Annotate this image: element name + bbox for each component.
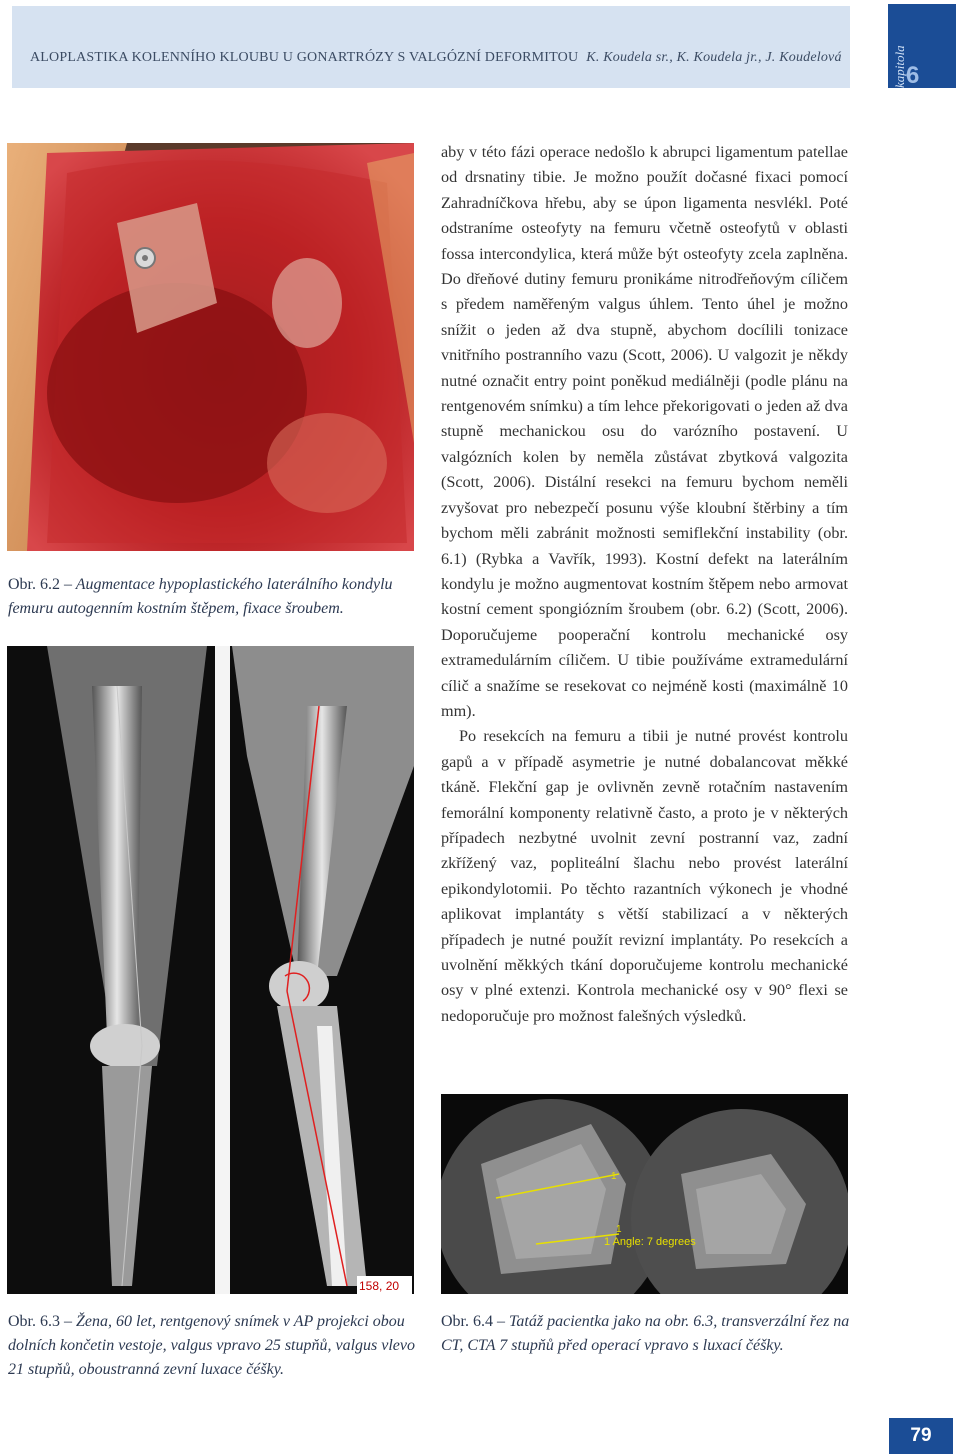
figure-6-3-caption bbox=[8, 1310, 418, 1382]
figure-6-2-caption bbox=[8, 573, 415, 621]
chapter-tab bbox=[888, 4, 956, 88]
running-header-band bbox=[12, 6, 850, 88]
surgical-photo-graphic bbox=[7, 143, 414, 551]
figure-6-2-id: Obr. 6.2 bbox=[8, 576, 60, 593]
ct-overlay-marker: 1 bbox=[611, 1171, 617, 1182]
figure-6-4-id: Obr. 6.4 bbox=[441, 1313, 493, 1330]
figure-6-2-caption-text: – Augmentace hypoplastického laterálního kondylu femuru autogenním kostním štěpem, fixace šroubem. bbox=[8, 576, 393, 617]
ct-graphic bbox=[441, 1094, 848, 1294]
figure-6-4-caption-text: – Tatáž pacientka jako na obr. 6.3, transverzální řez na CT, CTA 7 stupňů před operací vpravo s luxací čéšky. bbox=[441, 1313, 850, 1354]
figure-6-3-id: Obr. 6.3 bbox=[8, 1313, 60, 1330]
figure-6-2-surgical-photo bbox=[7, 143, 414, 551]
figure-6-4-ct-scan bbox=[441, 1094, 848, 1294]
figure-6-3-caption-text: – Žena, 60 let, rentgenový snímek v AP projekci obou dolních končetin vestoje, valgus vpravo 25 stupňů, valgus vlevo 21 stupňů, oboustranná zevní luxace čéšky. bbox=[8, 1313, 416, 1378]
running-header-title: ALOPLASTIKA KOLENNÍHO KLOUBU U GONARTRÓZY S VALGÓZNÍ DEFORMITOU bbox=[30, 50, 579, 65]
chapter-tab-word: kapitola bbox=[892, 45, 907, 88]
running-header-authors: K. Koudela sr., K. Koudela jr., J. Koudelová bbox=[586, 50, 842, 65]
chapter-tab-number: 6 bbox=[906, 62, 920, 89]
body-text-column bbox=[441, 140, 848, 1029]
ct-overlay-marker-2: 1 bbox=[616, 1224, 622, 1235]
page-number: 79 bbox=[889, 1418, 953, 1454]
xray-overlay-label: 158, 20 bbox=[359, 1279, 400, 1293]
figure-6-3-xray bbox=[7, 646, 414, 1294]
figure-6-4-caption bbox=[441, 1310, 851, 1358]
running-header bbox=[30, 50, 842, 66]
xray-graphic bbox=[7, 646, 414, 1294]
body-paragraph-1: aby v této fázi operace nedošlo k abrupci ligamentum patellae od drsnatiny tibie. Je možno použít dočasné fixaci pomocí Zahradníčkova hřebu, aby se úpon ligamenta nesvlékl. Poté odstraníme osteofyty na femuru včetně osteofytů v oblasti fossa intercondylica, která může být osteofyty zcela zaplněna. Do dřeňové dutiny femuru pronikáme nitrodřeňovým cíličem s předem naměřeným valgus úhlem. Tento úhel je možno snížit o jeden až dva stupně, abychom docílili tonizace vnitřního postranního vazu (Scott, 2006). U valgozit je někdy nutné označit entry point poněkud mediálněji (podle plánu na rentgenovém snímku) a tím lehce překorigovati o jeden až dva stupně mechanickou osu do varózního postavení. U valgózních kolen by neměla zůstávat zbytková valgozita (Scott, 2006). Distální resekci na femuru bychom neměli zvyšovat pro nebezpečí posunu výše kloubní štěrbiny a tím bychom měli zabránit možnosti semiflekční instability (obr. 6.1) (Rybka a Vavřík, 1993). Kostní defekt na laterálním kondylu je možno augmentovat kostním štěpem nebo armovat kostní cement spongiózním šroubem (obr. 6.2) (Scott, 2006). Doporučujeme pooperační kontrolu mechanické osy extramedulárním cíličem. U tibie používáme extramedulární cílič a snažíme se resekovat co nejméně kosti (maximálně 10 mm). bbox=[441, 143, 848, 720]
body-paragraph-2: Po resekcích na femuru a tibii je nutné provést kontrolu gapů a v případě asymetrie je nutné dobalancovat měkké tkáně. Flekční gap je ovlivněn zevně rotačním nastavením femorální komponenty relativně často, a proto je v některých případech nezbytné uvolnit zevní postranní vaz, zadní zkřížený vaz, popliteální šlachu nebo provést laterální epikondylotomii. Po těchto razantních výkonech je vhodné aplikovat implantáty s větší stabilizací a v některých případech je nutné použít revizní implantáty. Po resekcích a uvolnění měkkých tkání doporučujeme kontrolu mechanické osy v plné extenzi. Kontrola mechanické osy v 90° flexi se nedoporučuje pro možnost falešných výsledků. bbox=[441, 727, 848, 1025]
ct-overlay-angle: 1 Angle: 7 degrees bbox=[604, 1236, 696, 1248]
